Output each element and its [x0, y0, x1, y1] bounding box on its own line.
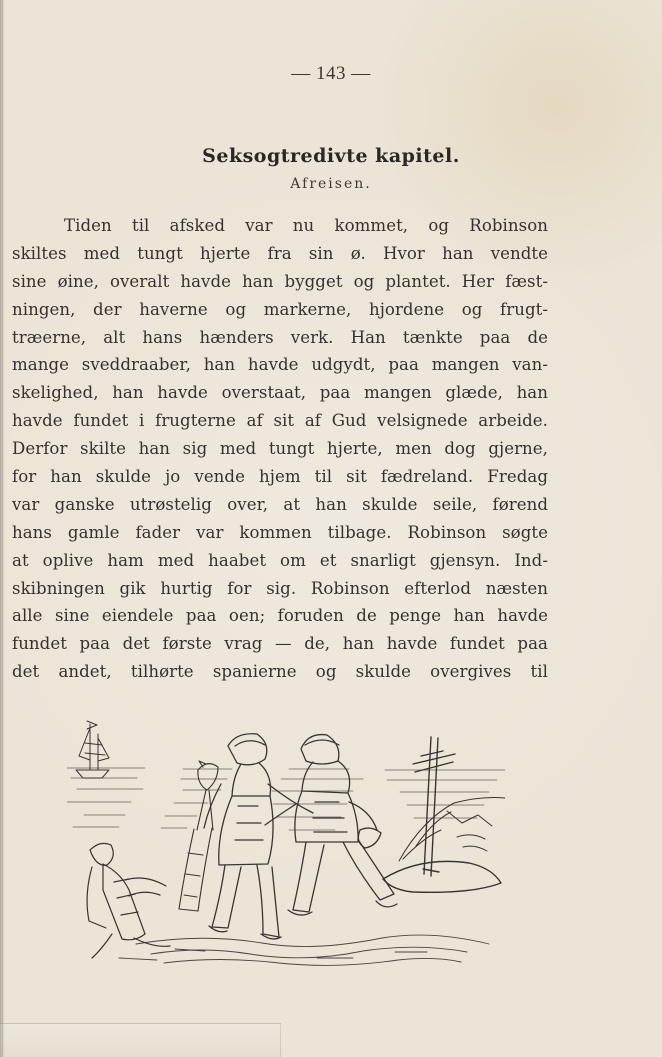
- body-line: ningen, der haverne og markerne, hjordene og frugt-: [12, 299, 548, 319]
- engraving-illustration: [67, 714, 505, 972]
- body-line: fundet paa det første vrag — de, han havde fundet paa: [12, 634, 548, 654]
- farewell-engraving: [67, 714, 505, 972]
- chapter-subtitle: Afreisen.: [290, 176, 372, 192]
- body-line: var ganske utrøstelig over, at han skulde seile, førend: [12, 494, 548, 514]
- body-line: sine øine, overalt havde han bygget og plantet. Her fæst-: [12, 271, 548, 291]
- robinson-figure: [204, 734, 313, 939]
- body-line: skibningen gik hurtig for sig. Robinson efterlod næsten: [12, 578, 548, 598]
- body-line: alle sine eiendele paa oen; foruden de penge han havde: [12, 606, 548, 626]
- rocky-cliff: [399, 798, 505, 861]
- friday-figure: [265, 735, 397, 916]
- page-number: — 143 —: [291, 63, 371, 84]
- body-line: at oplive ham med haabet om et snarligt gjensyn. Ind-: [12, 550, 548, 570]
- page-bottom-fold: [0, 1023, 281, 1057]
- body-line: træerne, alt hans hænders verk. Han tænkte paa de: [12, 327, 548, 347]
- sailing-ship: [76, 721, 109, 778]
- bird-on-staff: [179, 761, 218, 911]
- body-line: mange sveddraaber, han havde udgydt, paa mangen van-: [12, 355, 548, 375]
- body-line: Tiden til afsked var nu kommet, og Robinson: [64, 216, 548, 235]
- cross-on-rock: [383, 737, 501, 892]
- body-line: hans gamle fader var kommen tilbage. Robinson søgte: [12, 522, 548, 542]
- body-line: havde fundet i frugterne af sit af Gud velsignede arbeide.: [12, 411, 548, 431]
- body-line: skiltes med tungt hjerte fra sin ø. Hvor han vendte: [12, 243, 548, 263]
- chapter-body-text: [12, 212, 548, 686]
- body-line: Derfor skilte han sig med tungt hjerte, men dog gjerne,: [12, 439, 548, 459]
- body-line: for han skulde jo vende hjem til sit fædreland. Fredag: [12, 467, 548, 487]
- body-line: skelighed, han havde overstaat, paa mangen glæde, han: [12, 383, 548, 403]
- body-line: det andet, tilhørte spanierne og skulde overgives til: [12, 662, 548, 682]
- chapter-title: Seksogtredivte kapitel.: [202, 145, 460, 167]
- sea-horizon-lines: [67, 768, 505, 830]
- foreground-ground: [119, 935, 489, 965]
